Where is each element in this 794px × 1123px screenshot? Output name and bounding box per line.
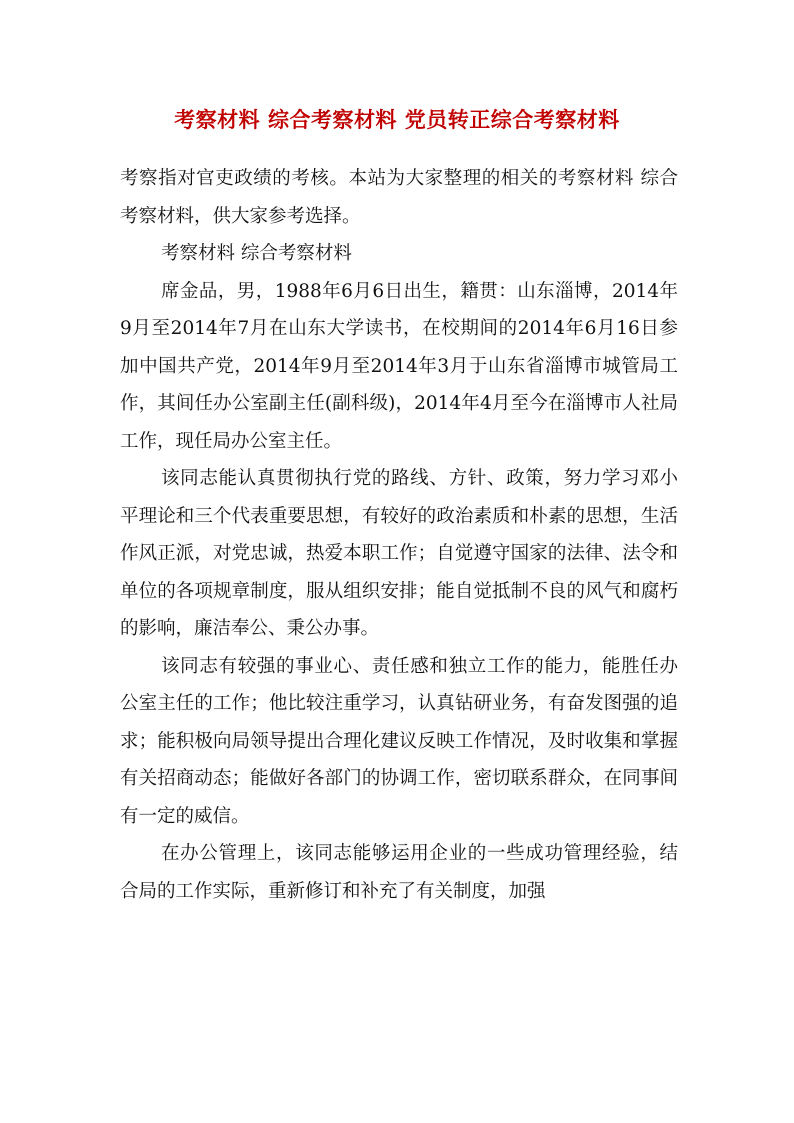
paragraph: 在办公管理上，该同志能够运用企业的一些成功管理经验，结合局的工作实际，重新修订和补充了有关制度，加强 [120,843,678,902]
paragraph: 考察指对官吏政绩的考核。本站为大家整理的相关的考察材料 综合考察材料，供大家参考选择。 [120,168,678,227]
paragraph: 该同志能认真贯彻执行党的路线、方针、政策，努力学习邓小平理论和三个代表重要思想，有较好的政治素质和朴素的思想，生活作风正派，对党忠诚，热爱本职工作；自觉遵守国家的法律、法令和单位的各项规章制度，服从组织安排；能自觉抵制不良的风气和腐朽的影响，廉洁奉公、秉公办事。 [120,468,678,639]
document-body [120,160,678,910]
paragraph: 考察材料 综合考察材料 [161,243,352,264]
document-title: 考察材料 综合考察材料 党员转正综合考察材料 [174,107,620,132]
paragraph: 该同志有较强的事业心、责任感和独立工作的能力，能胜任办公室主任的工作；他比较注重学习，认真钻研业务，有奋发图强的追求；能积极向局领导提出合理化建议反映工作情况，及时收集和掌握有关招商动态；能做好各部门的协调工作，密切联系群众，在同事间有一定的威信。 [120,655,678,827]
paragraph: 席金品，男，1988年6月6日出生，籍贯：山东淄博，2014年9月至2014年7月在山东大学读书，在校期间的2014年6月16日参加中国共产党，2014年9月至2014年3月于山东省淄博市城管局工作，其间任办公室副主任(副科级)，2014年4月至今在淄博市人社局工作，现任局办公室主任。 [120,280,678,452]
